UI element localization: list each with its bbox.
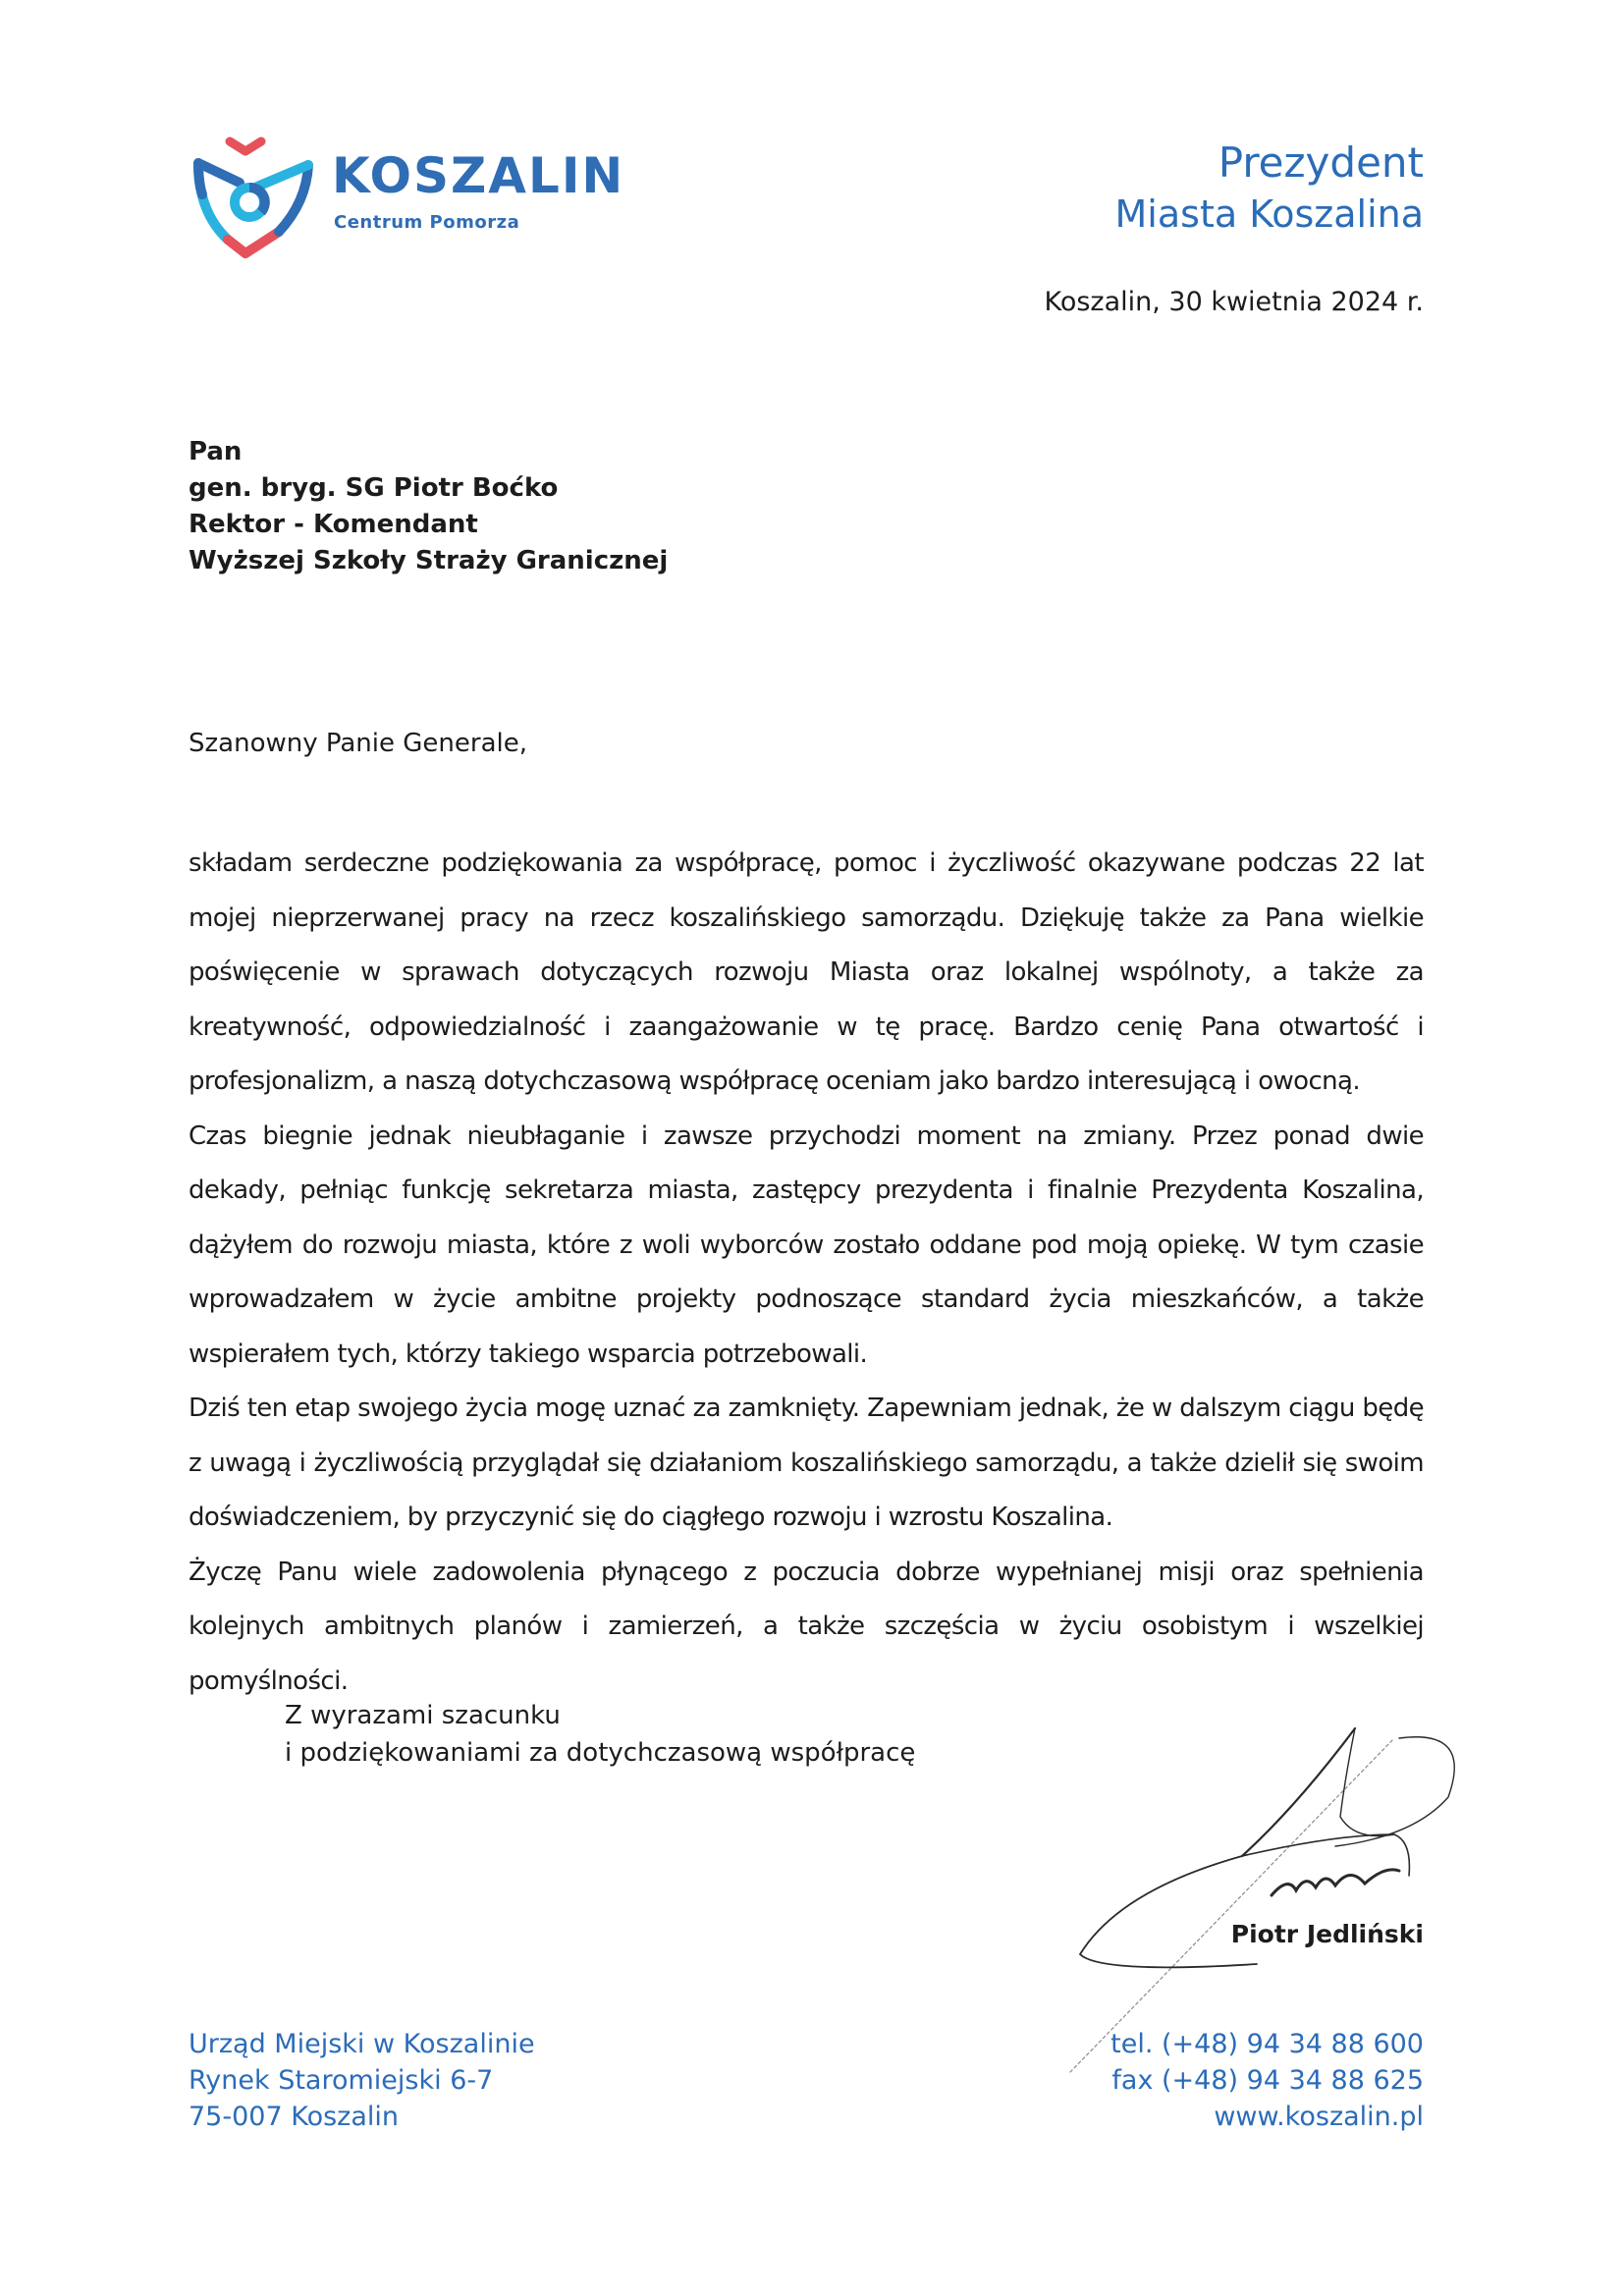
sender-title [1115, 137, 1424, 240]
recipient-line: Rektor - Komendant [189, 510, 478, 539]
letter-date: Koszalin, 30 kwietnia 2024 r. [1044, 287, 1424, 317]
sender-title-line2: Miasta Koszalina [1114, 192, 1424, 236]
recipient-line: Wyższej Szkoły Straży Granicznej [189, 546, 669, 575]
sender-title-line1: Prezydent [1218, 138, 1424, 187]
body-paragraph: Życzę Panu wiele zadowolenia płynącego z poczucia dobrze wypełnianej misji oraz spełnienia kolejnych ambitnych planów i zamierzeń, a także szczęścia w życiu osobistym i wszelkiej pomyślności. [189, 1557, 1424, 1696]
footer-phone: tel. (+48) 94 34 88 600 [1110, 2029, 1424, 2059]
logo-wordmark: KOSZALIN [332, 147, 625, 204]
footer-address [189, 2026, 535, 2135]
recipient-line: gen. bryg. SG Piotr Boćko [189, 473, 559, 503]
signer-name: Piotr Jedliński [1230, 1920, 1424, 1948]
closing-line: i podziękowaniami za dotychczasową współpracę [285, 1738, 916, 1768]
salutation: Szanowny Panie Generale, [189, 729, 527, 758]
footer-website-link[interactable]: www.koszalin.pl [1214, 2102, 1424, 2132]
footer-address-line: 75-007 Koszalin [189, 2102, 399, 2132]
footer-address-line: Rynek Staromiejski 6-7 [189, 2065, 494, 2096]
body-paragraph: Dziś ten etap swojego życia mogę uznać za zamknięty. Zapewniam jednak, że w dalszym ciągu będę z uwagą i życzliwością przyglądał się działaniom koszalińskiego samorządu, a także dzielił się swoim doświadczeniem, by przyczynić się do ciągłego rozwoju i wzrostu Koszalina. [189, 1394, 1424, 1532]
letter-body [189, 837, 1424, 1709]
body-paragraph: składam serdeczne podziękowania za współpracę, pomoc i życzliwość okazywane podczas 22 lat mojej nieprzerwanej pracy na rzecz koszalińskiego samorządu. Dziękuję także za Pana wielkie poświęcenie w sprawach dotyczących rozwoju Miasta oraz lokalnej wspólnoty, a także za kreatywność, odpowiedzialność i zaangażowanie w tę pracę. Bardzo cenię Pana otwartość i profesjonalizm, a naszą dotychczasową współpracę oceniam jako bardzo interesującą i owocną. [189, 848, 1424, 1096]
koszalin-heart-shield-icon [189, 134, 316, 261]
recipient-line: Pan [189, 437, 243, 466]
recipient-block [189, 434, 668, 579]
closing-line: Z wyrazami szacunku [285, 1701, 561, 1730]
logo-tagline: Centrum Pomorza [334, 212, 520, 233]
footer-fax: fax (+48) 94 34 88 625 [1111, 2065, 1424, 2096]
footer-address-line: Urząd Miejski w Koszalinie [189, 2029, 535, 2059]
footer-contact [1110, 2026, 1424, 2135]
koszalin-logo [189, 134, 630, 261]
body-paragraph: Czas biegnie jednak nieubłaganie i zawsze przychodzi moment na zmiany. Przez ponad dwie dekady, pełniąc funkcję sekretarza miasta, zastępcy prezydenta i finalnie Prezydenta Koszalina, dążyłem do rozwoju miasta, które z woli wyborców zostało oddane pod moją opiekę. W tym czasie wprowadzałem w życie ambitne projekty podnoszące standard życia mieszkańców, a także wspierałem tych, którzy takiego wsparcia potrzebowali. [189, 1121, 1424, 1369]
closing [285, 1697, 915, 1772]
